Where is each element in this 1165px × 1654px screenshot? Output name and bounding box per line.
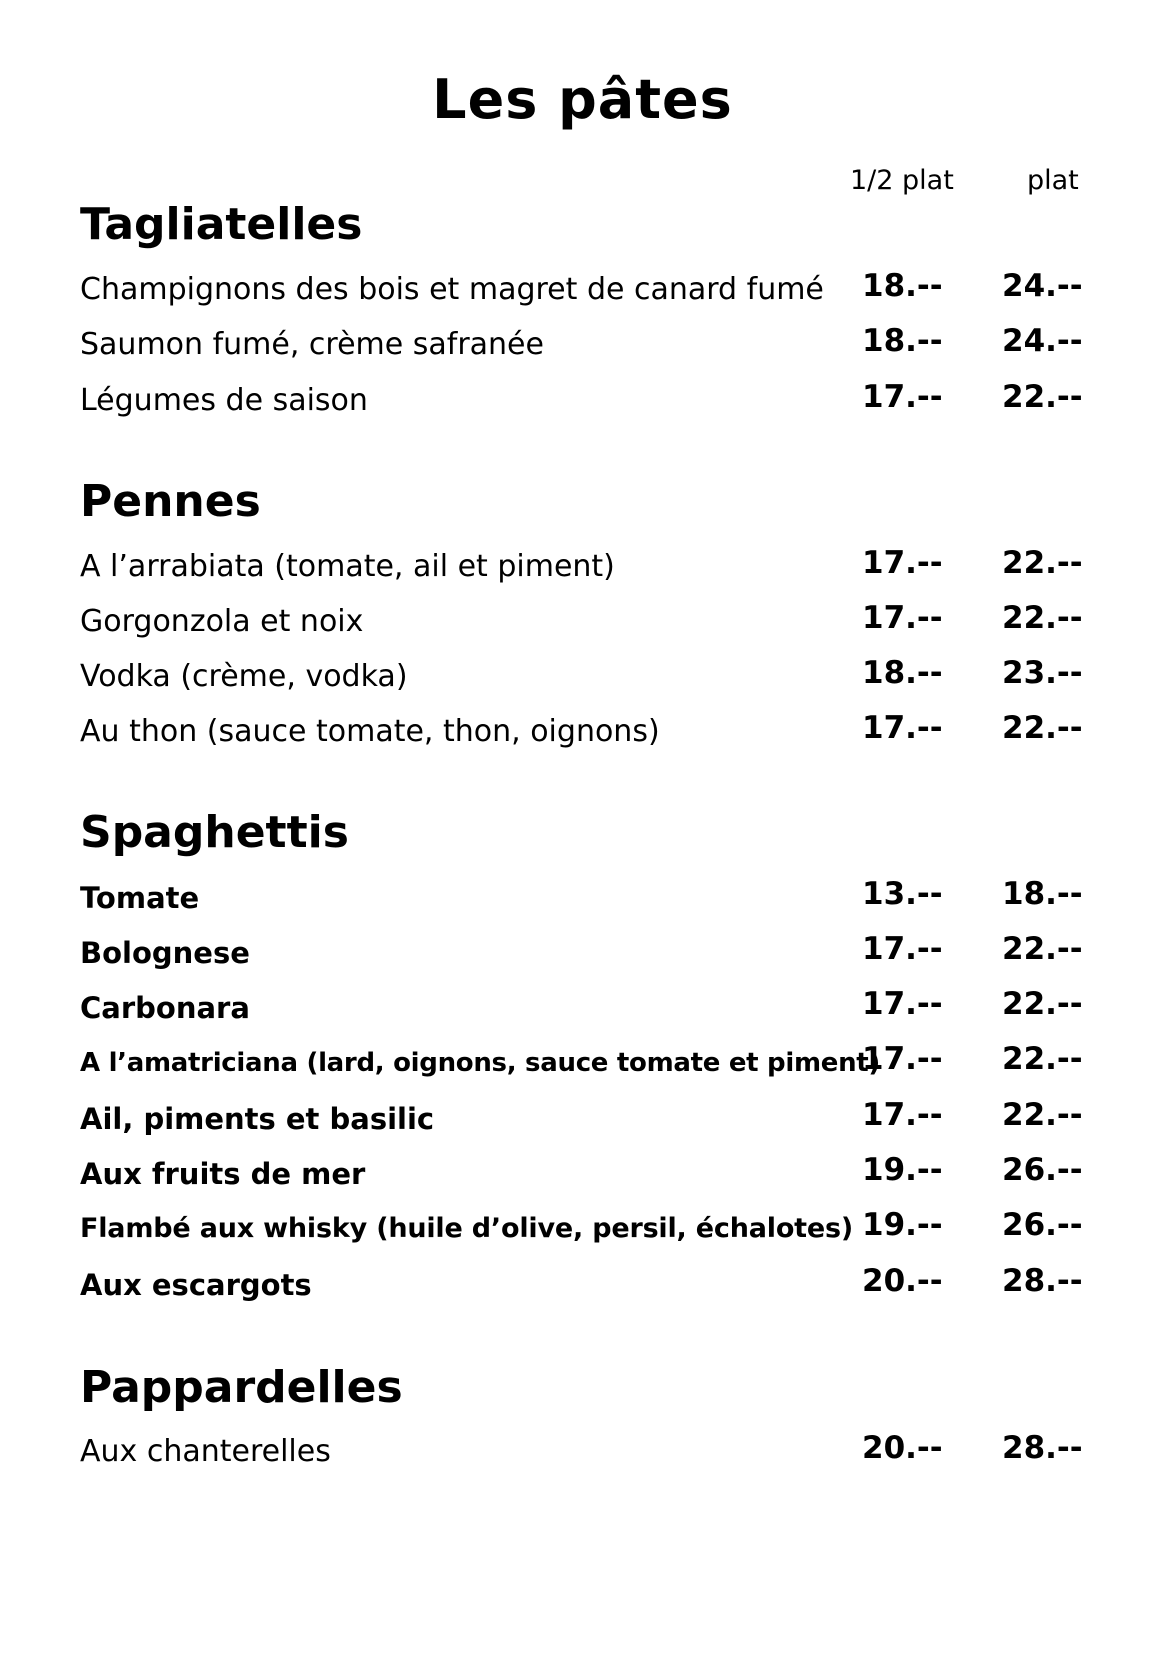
price-half: 17.-- [862,545,943,581]
item-name: Champignons des bois et magret de canard fumé [80,272,824,307]
section-title-spaghettis: Spaghettis [80,807,349,858]
item-name: Tomate [80,881,200,915]
price-full: 24.-- [1002,268,1083,304]
price-half: 20.-- [862,1430,943,1466]
item-name: A l’amatriciana (lard, oignons, sauce tomate et piment) [80,1048,881,1078]
item-name: Carbonara [80,991,250,1025]
price-full: 22.-- [1002,1041,1083,1077]
section-title-pennes: Pennes [80,476,261,527]
price-full: 22.-- [1002,1097,1083,1133]
item-name: Aux fruits de mer [80,1157,366,1191]
price-half: 18.-- [862,268,943,304]
price-full: 22.-- [1002,600,1083,636]
menu-item [80,1432,1090,1472]
price-full: 18.-- [1002,876,1083,912]
price-full: 22.-- [1002,986,1083,1022]
column-header-full: plat [1027,165,1079,196]
item-name: Au thon (sauce tomate, thon, oignons) [80,714,660,749]
price-half: 13.-- [862,876,943,912]
column-header-half: 1/2 plat [850,165,954,196]
item-name: Saumon fumé, crème safranée [80,327,544,362]
menu-item [80,878,1090,918]
item-name: Vodka (crème, vodka) [80,659,408,694]
price-full: 28.-- [1002,1263,1083,1299]
price-half: 17.-- [862,986,943,1022]
menu-item [80,547,1090,587]
menu-item [80,988,1090,1028]
page-title: Les pâtes [432,68,733,131]
menu-item [80,602,1090,642]
price-full: 22.-- [1002,379,1083,415]
price-full: 22.-- [1002,931,1083,967]
item-name: A l’arrabiata (tomate, ail et piment) [80,549,615,584]
menu-item [80,712,1090,752]
price-half: 17.-- [862,1041,943,1077]
price-full: 23.-- [1002,655,1083,691]
price-half: 18.-- [862,655,943,691]
section-title-pappardelles: Pappardelles [80,1362,403,1413]
price-full: 24.-- [1002,323,1083,359]
price-half: 20.-- [862,1263,943,1299]
menu-item [80,270,1090,310]
menu-item [80,933,1090,973]
price-half: 19.-- [862,1207,943,1243]
price-full: 28.-- [1002,1430,1083,1466]
price-half: 19.-- [862,1152,943,1188]
price-half: 17.-- [862,600,943,636]
menu-item [80,325,1090,365]
item-name: Légumes de saison [80,383,368,418]
menu-item [80,1154,1090,1194]
section-title-tagliatelles: Tagliatelles [80,199,363,250]
price-half: 17.-- [862,931,943,967]
menu-item [80,1043,1090,1083]
menu-item [80,1265,1090,1305]
price-full: 22.-- [1002,545,1083,581]
menu-item [80,381,1090,421]
item-name: Flambé aux whisky (huile d’olive, persil, échalotes) [80,1213,853,1244]
item-name: Gorgonzola et noix [80,604,364,639]
price-full: 26.-- [1002,1152,1083,1188]
price-full: 22.-- [1002,710,1083,746]
item-name: Aux escargots [80,1268,312,1302]
price-full: 26.-- [1002,1207,1083,1243]
price-half: 17.-- [862,710,943,746]
price-half: 17.-- [862,379,943,415]
price-half: 17.-- [862,1097,943,1133]
price-half: 18.-- [862,323,943,359]
menu-item [80,1209,1090,1249]
item-name: Bolognese [80,936,250,970]
item-name: Ail, piments et basilic [80,1102,435,1136]
item-name: Aux chanterelles [80,1434,331,1469]
menu-item [80,1099,1090,1139]
menu-item [80,657,1090,697]
